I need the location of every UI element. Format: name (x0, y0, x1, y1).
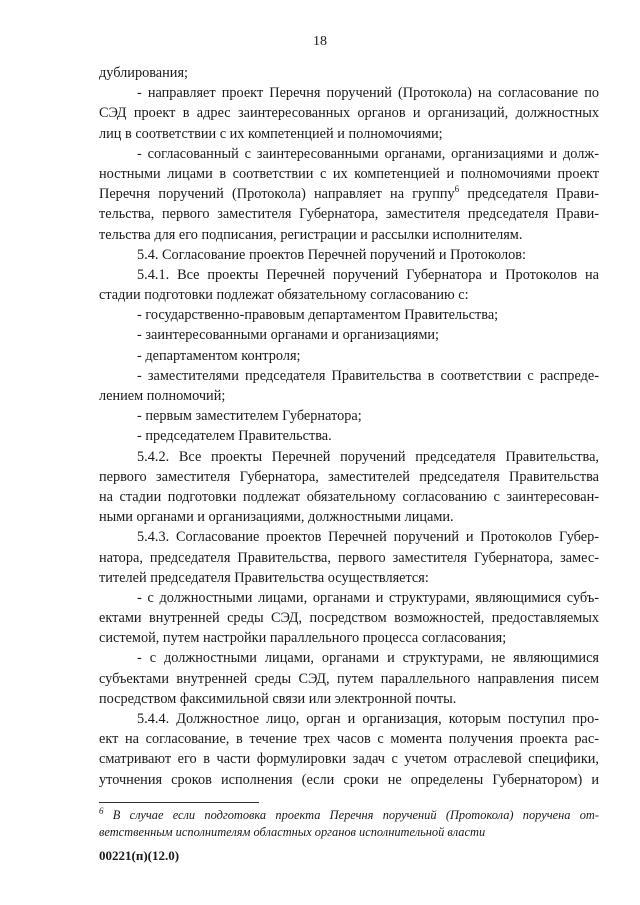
body-line: - с должностными лицами, органами и структурами, являющимися субъ- (137, 589, 599, 606)
document-code: 00221(п)(12.0) (99, 848, 180, 863)
body-line: - государственно-правовым департаментом Правительства; (137, 307, 499, 324)
footnote-line-2: ветственным исполнителям областных органов исполнительной власти (99, 825, 486, 839)
body-line: 5.4.4. Должностное лицо, орган и организация, которым поступил про- (137, 711, 599, 727)
body-line: тителей председателя Правительства осуществляется: (99, 569, 429, 586)
body-line: ными органами и организациями, должностными лицами. (99, 509, 454, 526)
body-line: посредством факсимильной связи или электронной почты. (99, 690, 457, 707)
footnote-reference: 6 (454, 184, 460, 195)
body-line: ект на согласование, в течение трех часов с момента получения проекта рас- (99, 731, 599, 748)
body-line: - первым заместителем Губернатора; (137, 408, 362, 425)
body-line: 5.4. Согласование проектов Перечней поручений и Протоколов: (137, 246, 526, 263)
body-line: уточнения сроков исполнения (если сроки не определены Губернатором) и (99, 771, 599, 788)
body-line: лением полномочий; (99, 388, 226, 404)
body-line: тельства, первого заместителя Губернатора, заместителя председателя Прави- (99, 206, 599, 223)
body-line: - департаментом контроля; (137, 347, 301, 364)
body-line: субъектами внутренней среды СЭД, путем параллельного направления писем (99, 670, 599, 687)
body-text (99, 63, 599, 790)
body-line: натора, председателя Правительства, первого заместителя Губернатора, замес- (99, 549, 599, 566)
body-line: СЭД проект в адрес заинтересованных органов и организаций, должностных (99, 105, 599, 122)
body-line: 5.4.2. Все проекты Перечней поручений председателя Правительства, (137, 448, 599, 465)
body-line: сматривают его в части формулировки задач с учетом отраслевой специфики, (99, 751, 599, 768)
body-line: лиц в соответствии с их компетенцией и полномочиями; (99, 125, 443, 142)
body-line: - председателем Правительства. (137, 428, 332, 445)
body-line: 5.4.3. Согласование проектов Перечней поручений и Протоколов Губер- (137, 529, 599, 546)
body-line: ностными лицами в соответствии с их компетенцией и полномочиями проект (99, 165, 599, 182)
footnote-separator (99, 802, 259, 803)
body-line: - с должностными лицами, органами и структурами, не являющимися (137, 650, 599, 667)
footnote (99, 807, 599, 841)
body-line: - заинтересованными органами и организациями; (137, 327, 440, 344)
footnote-mark: 6 (99, 805, 104, 816)
body-line: стадии подготовки подлежат обязательному согласованию с: (99, 287, 469, 304)
body-line: дублирования; (99, 65, 188, 81)
footnote-line-1: $^6$ В случае если подготовка проекта Перечня поручений (Протокола) поручена от- (99, 805, 599, 822)
body-line: - заместителями председателя Правительства в соответствии с распреде- (137, 367, 599, 384)
body-line: - согласованный с заинтересованными органами, организациями и долж- (137, 145, 599, 162)
body-line: - направляет проект Перечня поручений (Протокола) на согласование по (137, 85, 599, 102)
body-line: ектами внутренней среды СЭД, посредством возможностей, предоставляемых (99, 610, 599, 627)
body-line: на стадии подготовки подлежат обязательному согласованию с заинтересован- (99, 488, 599, 505)
page-number: 18 (313, 34, 327, 49)
body-line: Перечня поручений (Протокола) направляет на группу$^6$ председателя Прави- (99, 184, 600, 203)
body-line: системой, путем настройки параллельного процесса согласования; (99, 630, 507, 647)
body-line: тельства для его подписания, регистрации и рассылки исполнителям. (99, 226, 523, 243)
body-line: 5.4.1. Все проекты Перечней поручений Губернатора и Протоколов на (137, 266, 599, 283)
body-line: первого заместителя Губернатора, заместителей председателя Правительства (99, 468, 599, 485)
